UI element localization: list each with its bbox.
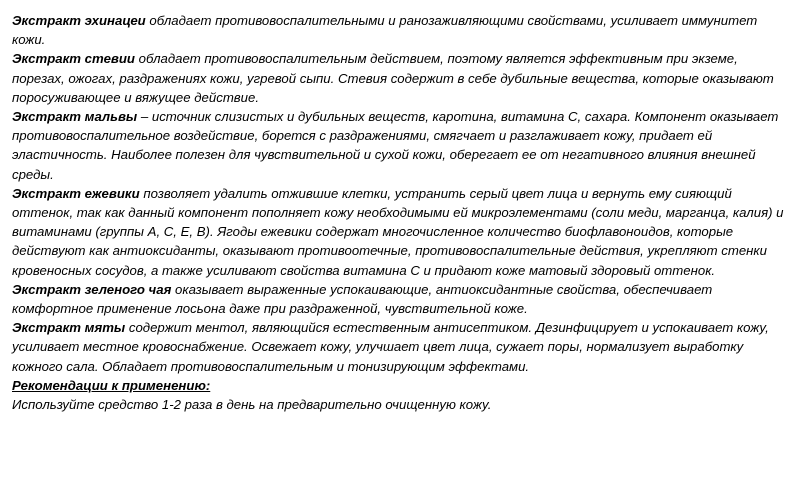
paragraph-stevia [12, 49, 786, 107]
paragraph-mint [12, 318, 786, 376]
ingredient-description: позволяет удалить отжившие клетки, устранить серый цвет лица и вернуть ему сияющий оттенок, так как данный компонент пополняет кожу необходимыми ей микроэлементами (соли меди, марганца, калия) и витаминами (группы А, С, Е, В). Ягоды ежевики содержат многочисленное количество биофлавоноидов, которые действуют как антиоксиданты, оказывают противоотечные, противовоспалительные действия, укрепляют стенки кровеносных сосудов, а также усиливают свойства витамина С и придают коже матовый здоровый оттенок. [12, 185, 784, 278]
ingredient-name: Экстракт мяты [12, 320, 126, 336]
ingredient-description: оказывает выраженные успокаивающие, антиоксидантные свойства, обеспечивает комфортное применение лосьона даже при раздраженной, чувствительной коже. [12, 281, 713, 317]
paragraph-echinacea [12, 11, 786, 49]
ingredient-name: Экстракт стевии [12, 51, 135, 67]
paragraph-green-tea [12, 280, 786, 318]
ingredient-description: – источник слизистых и дубильных веществ, каротина, витамина С, сахара. Компонент оказывает противовоспалительное воздействие, борется с раздражениями, смягчает и разглаживает кожу, придает ей эластичность. Наиболее полезен для чувствительной и сухой кожи, оберегает ее от негативного влияния внешней среды. [12, 109, 779, 182]
ingredient-description: обладает противовоспалительным действием, поэтому является эффективным при экземе, порезах, ожогах, раздражениях кожи, угревой сыпи. Стевия содержит в себе дубильные вещества, которые оказывают поросуживающее и вяжущее действие. [12, 51, 774, 105]
ingredient-description: содержит ментол, являющийся естественным антисептиком. Дезинфицирует и успокаивает кожу, усиливает местное кровоснабжение. Освежает кожу, улучшает цвет лица, сужает поры, нормализует выработку кожного сала. Обладает противовоспалительным и тонизирующим эффектами. [12, 320, 769, 374]
ingredient-name: Экстракт зеленого чая [12, 281, 172, 297]
paragraph-blackberry [12, 184, 786, 280]
ingredient-description: обладает противовоспалительными и ранозаживляющими свойствами, усиливает иммунитет кожи. [12, 13, 758, 48]
recommendations-heading: Рекомендации к применению: [12, 377, 211, 393]
ingredient-name: Экстракт ежевики [12, 185, 140, 201]
ingredient-name: Экстракт эхинацеи [12, 13, 146, 28]
ingredient-name: Экстракт мальвы [12, 109, 138, 125]
recommendations-text: Используйте средство 1-2 раза в день на предварительно очищенную кожу. [12, 397, 492, 413]
paragraph-mallow [12, 107, 786, 184]
